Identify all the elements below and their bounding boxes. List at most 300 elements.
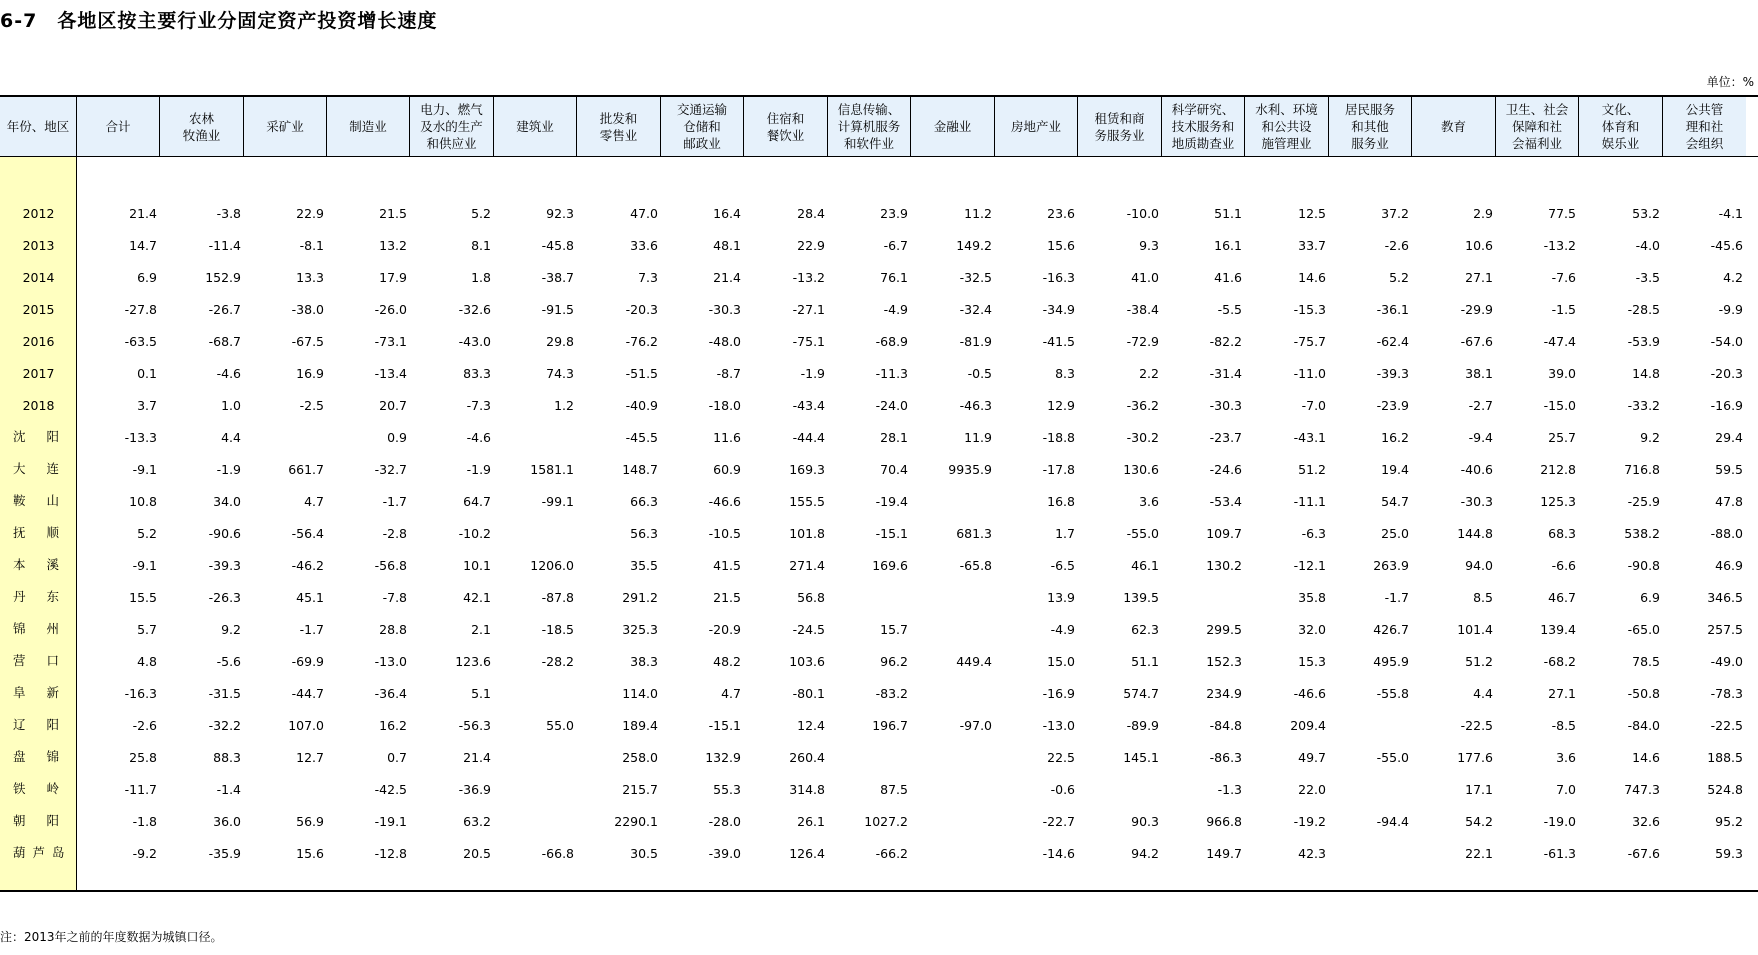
table-cell: 55.3 [713, 782, 741, 797]
table-cell: 5.1 [471, 686, 491, 701]
table-cell: -97.0 [959, 718, 992, 733]
table-cell: -66.8 [541, 846, 574, 861]
row-label: 葫芦岛 [13, 845, 72, 860]
table-cell: -15.0 [1543, 398, 1576, 413]
table-cell: 35.5 [630, 558, 658, 573]
table-cell: -36.1 [1376, 302, 1409, 317]
table-cell: 2290.1 [614, 814, 658, 829]
table-cell: -49.0 [1710, 654, 1743, 669]
table-cell: -6.3 [1301, 526, 1326, 541]
table-cell: -81.9 [959, 334, 992, 349]
table-cell: -39.3 [1376, 366, 1409, 381]
table-cell: 21.5 [713, 590, 741, 605]
table-cell: 152.3 [1206, 654, 1242, 669]
table-cell: 87.5 [880, 782, 908, 797]
table-cell: 41.5 [713, 558, 741, 573]
table-cell: -55.0 [1376, 750, 1409, 765]
table-cell: 114.0 [622, 686, 658, 701]
table-cell: -39.0 [708, 846, 741, 861]
table-cell: -32.5 [959, 270, 992, 285]
table-cell: 15.7 [880, 622, 908, 637]
table-cell: -36.2 [1126, 398, 1159, 413]
table-cell: -32.2 [208, 718, 241, 733]
table-cell: 6.9 [137, 270, 157, 285]
table-cell [494, 772, 577, 804]
table-cell: -1.7 [299, 622, 324, 637]
table-cell: -23.7 [1209, 430, 1242, 445]
table-cell: 33.6 [630, 238, 658, 253]
table-cell: -4.6 [216, 366, 241, 381]
table-cell [1329, 772, 1412, 804]
table-cell: 966.8 [1206, 814, 1242, 829]
table-cell: 11.9 [964, 430, 992, 445]
table-cell [244, 772, 327, 804]
table-cell: 17.1 [1465, 782, 1493, 797]
table-cell: -8.5 [1551, 718, 1576, 733]
column-header: 信息传输、 计算机服务 和软件业 [828, 97, 911, 156]
table-cell: -17.8 [1042, 462, 1075, 477]
table-cell: 4.7 [721, 686, 741, 701]
table-cell: -4.1 [1718, 206, 1743, 221]
table-cell: -12.8 [374, 846, 407, 861]
table-cell: -16.3 [1042, 270, 1075, 285]
table-cell: -13.0 [374, 654, 407, 669]
table-cell: -40.6 [1460, 462, 1493, 477]
table-cell [494, 516, 577, 548]
table-cell: 13.2 [379, 238, 407, 253]
table-cell: -1.7 [1384, 590, 1409, 605]
table-row [0, 388, 1758, 420]
table-cell: -14.6 [1042, 846, 1075, 861]
table-cell: 16.8 [1047, 494, 1075, 509]
table-cell: 5.2 [1389, 270, 1409, 285]
table-cell: -41.5 [1042, 334, 1075, 349]
table-cell: -80.1 [792, 686, 825, 701]
table-cell: 64.7 [463, 494, 491, 509]
table-cell: -31.4 [1209, 366, 1242, 381]
table-cell: 8.1 [471, 238, 491, 253]
table-cell: -31.5 [208, 686, 241, 701]
table-cell: -25.9 [1627, 494, 1660, 509]
table-row [0, 516, 1758, 548]
table-cell: -32.7 [374, 462, 407, 477]
row-label: 鞍山 [13, 493, 81, 508]
table-cell: 70.4 [880, 462, 908, 477]
table-cell: -16.9 [1710, 398, 1743, 413]
row-label: 沈阳 [13, 429, 81, 444]
table-cell: -67.6 [1627, 846, 1660, 861]
table-cell: 66.3 [630, 494, 658, 509]
table-cell: 45.1 [296, 590, 324, 605]
table-cell: 209.4 [1290, 718, 1326, 733]
table-cell: -63.5 [124, 334, 157, 349]
column-header: 居民服务 和其他 服务业 [1329, 97, 1412, 156]
row-label: 2018 [22, 398, 55, 413]
table-cell: -7.6 [1551, 270, 1576, 285]
table-cell: 12.9 [1047, 398, 1075, 413]
table-cell: 109.7 [1206, 526, 1242, 541]
table-cell: -65.8 [959, 558, 992, 573]
table-cell: -24.5 [792, 622, 825, 637]
table-title: 6-7 各地区按主要行业分固定资产投资增长速度 [0, 10, 438, 32]
table-cell: 5.2 [137, 526, 157, 541]
table-cell: 38.3 [630, 654, 658, 669]
table-cell: 5.2 [471, 206, 491, 221]
table-cell: -10.0 [1126, 206, 1159, 221]
column-header: 农林 牧渔业 [160, 97, 244, 156]
table-cell: 215.7 [622, 782, 658, 797]
table-cell: -72.9 [1126, 334, 1159, 349]
row-label: 抚顺 [13, 525, 81, 540]
table-cell: -67.5 [291, 334, 324, 349]
table-cell: 11.6 [713, 430, 741, 445]
table-cell: 7.0 [1556, 782, 1576, 797]
table-cell: -11.7 [124, 782, 157, 797]
table-cell: -18.0 [708, 398, 741, 413]
table-cell: -9.2 [132, 846, 157, 861]
table-cell: 21.4 [463, 750, 491, 765]
column-header: 卫生、社会 保障和社 会福利业 [1496, 97, 1579, 156]
table-cell [911, 580, 995, 612]
table-cell: 661.7 [288, 462, 324, 477]
table-cell: -20.3 [1710, 366, 1743, 381]
table-cell: -88.0 [1710, 526, 1743, 541]
table-cell: 1.0 [221, 398, 241, 413]
table-row [0, 356, 1758, 388]
table-cell: 20.5 [463, 846, 491, 861]
row-label: 本溪 [13, 557, 81, 572]
table-cell: -54.0 [1710, 334, 1743, 349]
table-cell: 46.1 [1131, 558, 1159, 573]
table-row [0, 708, 1758, 740]
table-cell: -44.7 [291, 686, 324, 701]
table-cell: -7.3 [466, 398, 491, 413]
table-cell: 189.4 [622, 718, 658, 733]
table-cell: -28.2 [541, 654, 574, 669]
table-cell: -7.8 [382, 590, 407, 605]
table-cell: -5.5 [1217, 302, 1242, 317]
table-cell: -34.9 [1042, 302, 1075, 317]
table-cell [1329, 708, 1412, 740]
row-label: 2012 [22, 206, 55, 221]
table-cell: 155.5 [789, 494, 825, 509]
table-cell [911, 836, 995, 868]
table-cell: 56.9 [296, 814, 324, 829]
table-cell: -51.5 [625, 366, 658, 381]
table-cell: -53.9 [1627, 334, 1660, 349]
table-cell [244, 420, 327, 452]
table-cell: -5.6 [216, 654, 241, 669]
table-row [0, 324, 1758, 356]
column-header: 房地产业 [995, 97, 1078, 156]
row-label: 辽阳 [13, 717, 81, 732]
table-cell: -0.6 [1050, 782, 1075, 797]
table-cell: 56.8 [797, 590, 825, 605]
table-cell: 33.7 [1298, 238, 1326, 253]
table-cell: 32.0 [1298, 622, 1326, 637]
table-cell: 90.3 [1131, 814, 1159, 829]
table-cell: -48.0 [708, 334, 741, 349]
table-cell: -1.9 [216, 462, 241, 477]
table-cell: 139.5 [1123, 590, 1159, 605]
table-cell: 130.6 [1123, 462, 1159, 477]
table-cell: -30.3 [1209, 398, 1242, 413]
table-cell: 59.5 [1715, 462, 1743, 477]
table-cell: -65.0 [1627, 622, 1660, 637]
table-cell: -9.4 [1468, 430, 1493, 445]
table-cell: -47.4 [1543, 334, 1576, 349]
table-cell: -56.8 [374, 558, 407, 573]
table-cell: 74.3 [546, 366, 574, 381]
table-cell: -27.8 [124, 302, 157, 317]
table-cell: -82.2 [1209, 334, 1242, 349]
table-cell: -39.3 [208, 558, 241, 573]
table-cell: 17.9 [379, 270, 407, 285]
row-label: 盘锦 [13, 749, 81, 764]
table-cell: 14.7 [129, 238, 157, 253]
table-cell: 51.1 [1214, 206, 1242, 221]
table-cell: 54.7 [1381, 494, 1409, 509]
table-cell: 4.8 [137, 654, 157, 669]
table-cell: 28.4 [797, 206, 825, 221]
table-cell: -43.0 [458, 334, 491, 349]
table-cell: 37.2 [1381, 206, 1409, 221]
table-cell: -32.4 [959, 302, 992, 317]
table-cell: -3.5 [1635, 270, 1660, 285]
table-cell: 260.4 [789, 750, 825, 765]
table-cell: 51.2 [1298, 462, 1326, 477]
table-cell: 212.8 [1540, 462, 1576, 477]
table-cell: 126.4 [789, 846, 825, 861]
table-cell: 107.0 [288, 718, 324, 733]
table-cell: 132.9 [705, 750, 741, 765]
table-cell: 68.3 [1548, 526, 1576, 541]
table-cell: -2.7 [1468, 398, 1493, 413]
table-row [0, 580, 1758, 612]
table-cell: -1.5 [1551, 302, 1576, 317]
table-cell: -24.0 [875, 398, 908, 413]
table-cell: 60.9 [713, 462, 741, 477]
table-cell: 21.4 [129, 206, 157, 221]
table-cell: 263.9 [1373, 558, 1409, 573]
table-cell: 26.1 [797, 814, 825, 829]
table-cell: 4.4 [1473, 686, 1493, 701]
table-cell: -45.6 [1710, 238, 1743, 253]
table-body [0, 157, 1758, 868]
table-cell: 7.3 [638, 270, 658, 285]
table-cell: 101.4 [1457, 622, 1493, 637]
table-cell: 15.3 [1298, 654, 1326, 669]
table-row [0, 612, 1758, 644]
table-cell: 9935.9 [948, 462, 992, 477]
table-cell: -61.3 [1543, 846, 1576, 861]
table-cell: -84.8 [1209, 718, 1242, 733]
table-cell: -55.0 [1126, 526, 1159, 541]
table-cell: 144.8 [1457, 526, 1493, 541]
table-cell: -3.8 [216, 206, 241, 221]
table-cell: 30.5 [630, 846, 658, 861]
table-cell: -1.7 [382, 494, 407, 509]
table-cell: 62.3 [1131, 622, 1159, 637]
table-cell: -12.1 [1293, 558, 1326, 573]
table-cell: -0.5 [967, 366, 992, 381]
footnote: 注：2013年之前的年度数据为城镇口径。 [0, 930, 223, 944]
table-cell [494, 804, 577, 836]
table-cell: 11.2 [964, 206, 992, 221]
table-cell: -10.5 [708, 526, 741, 541]
table-cell: -50.8 [1627, 686, 1660, 701]
table-cell: -11.0 [1293, 366, 1326, 381]
table-cell: 149.2 [956, 238, 992, 253]
table-row [0, 804, 1758, 836]
table-row [0, 292, 1758, 324]
table-cell: -83.2 [875, 686, 908, 701]
table-cell: -16.3 [124, 686, 157, 701]
table-cell [494, 676, 577, 708]
table-cell: 3.6 [1556, 750, 1576, 765]
table-cell: 325.3 [622, 622, 658, 637]
table-cell: 76.1 [880, 270, 908, 285]
table-cell: -76.2 [625, 334, 658, 349]
column-header: 水利、环境 和公共设 施管理业 [1245, 97, 1329, 156]
table-cell: 14.6 [1632, 750, 1660, 765]
table-cell: -8.1 [299, 238, 324, 253]
table-cell: -45.5 [625, 430, 658, 445]
table-cell: 139.4 [1540, 622, 1576, 637]
table-cell: -22.7 [1042, 814, 1075, 829]
table-cell: -68.2 [1543, 654, 1576, 669]
table-row [0, 836, 1758, 868]
table-cell: 4.2 [1723, 270, 1743, 285]
table-cell [828, 740, 911, 772]
table-header [0, 97, 1758, 157]
table-cell: 77.5 [1548, 206, 1576, 221]
table-cell: -7.0 [1301, 398, 1326, 413]
table-cell: 22.5 [1047, 750, 1075, 765]
table-cell: -13.4 [374, 366, 407, 381]
row-label: 2014 [22, 270, 55, 285]
table-cell: -87.8 [541, 590, 574, 605]
table-cell: -38.4 [1126, 302, 1159, 317]
table-cell: -24.6 [1209, 462, 1242, 477]
table-cell: 299.5 [1206, 622, 1242, 637]
table-cell: -46.2 [291, 558, 324, 573]
table-cell: 92.3 [546, 206, 574, 221]
table-cell: 2.1 [471, 622, 491, 637]
table-cell: 94.0 [1465, 558, 1493, 573]
row-label: 2016 [22, 334, 55, 349]
table-cell: 3.6 [1139, 494, 1159, 509]
column-header: 公共管 理和社 会组织 [1663, 97, 1746, 156]
table-cell: -10.2 [458, 526, 491, 541]
table-cell: -42.5 [374, 782, 407, 797]
column-header: 金融业 [911, 97, 995, 156]
table-cell: -89.9 [1126, 718, 1159, 733]
table-cell: 9.2 [221, 622, 241, 637]
table-cell: 22.9 [797, 238, 825, 253]
table-cell: -1.3 [1217, 782, 1242, 797]
table-cell: 12.5 [1298, 206, 1326, 221]
column-header: 制造业 [327, 97, 410, 156]
table-cell: 123.6 [455, 654, 491, 669]
column-header: 建筑业 [494, 97, 577, 156]
table-row [0, 772, 1758, 804]
table-cell: 28.1 [880, 430, 908, 445]
table-cell: 22.0 [1298, 782, 1326, 797]
table-cell: 19.4 [1381, 462, 1409, 477]
table-cell: 49.7 [1298, 750, 1326, 765]
table-row [0, 196, 1758, 228]
table-cell: -9.1 [132, 462, 157, 477]
table-row [0, 452, 1758, 484]
table-cell: 6.9 [1640, 590, 1660, 605]
table-cell: 495.9 [1373, 654, 1409, 669]
table-cell: -44.4 [792, 430, 825, 445]
table-cell: 94.2 [1131, 846, 1159, 861]
table-cell: -94.4 [1376, 814, 1409, 829]
table-cell: -46.6 [708, 494, 741, 509]
table-cell: -13.2 [792, 270, 825, 285]
row-label: 朝阳 [13, 813, 81, 828]
table-cell: 169.6 [872, 558, 908, 573]
table-cell: 12.4 [797, 718, 825, 733]
table-cell: 169.3 [789, 462, 825, 477]
column-header: 批发和 零售业 [577, 97, 661, 156]
table-cell [911, 484, 995, 516]
table-cell: 23.9 [880, 206, 908, 221]
table-row [0, 228, 1758, 260]
column-header: 采矿业 [244, 97, 327, 156]
table-cell: -11.1 [1293, 494, 1326, 509]
table-cell: -28.5 [1627, 302, 1660, 317]
table-cell: 88.3 [213, 750, 241, 765]
table-row [0, 740, 1758, 772]
table-cell: -30.2 [1126, 430, 1159, 445]
table-cell: -1.9 [466, 462, 491, 477]
table-cell: 15.5 [129, 590, 157, 605]
table-cell: 54.2 [1465, 814, 1493, 829]
table-cell: 25.7 [1548, 430, 1576, 445]
table-cell: 291.2 [622, 590, 658, 605]
table-cell: 27.1 [1548, 686, 1576, 701]
table-cell: -46.3 [959, 398, 992, 413]
table-cell: 38.1 [1465, 366, 1493, 381]
table-cell: 3.7 [137, 398, 157, 413]
column-header: 租赁和商 务服务业 [1078, 97, 1162, 156]
row-label: 营口 [13, 653, 81, 668]
table-cell: 15.0 [1047, 654, 1075, 669]
table-cell: 10.6 [1465, 238, 1493, 253]
column-header: 科学研究、 技术服务和 地质勘查业 [1162, 97, 1245, 156]
table-cell: -9.1 [132, 558, 157, 573]
table-cell: 42.3 [1298, 846, 1326, 861]
table-cell: 257.5 [1707, 622, 1743, 637]
table-cell: -46.6 [1293, 686, 1326, 701]
table-cell: 314.8 [789, 782, 825, 797]
table-cell: -6.6 [1551, 558, 1576, 573]
table-cell: 8.3 [1055, 366, 1075, 381]
table-cell: -2.6 [1384, 238, 1409, 253]
table-cell: 538.2 [1624, 526, 1660, 541]
table-cell: 681.3 [956, 526, 992, 541]
table-cell: -18.8 [1042, 430, 1075, 445]
row-label: 2015 [22, 302, 55, 317]
table-cell [911, 612, 995, 644]
table-cell: 42.1 [463, 590, 491, 605]
table-cell: -68.7 [208, 334, 241, 349]
table-cell: 39.0 [1548, 366, 1576, 381]
table-cell: -1.4 [216, 782, 241, 797]
